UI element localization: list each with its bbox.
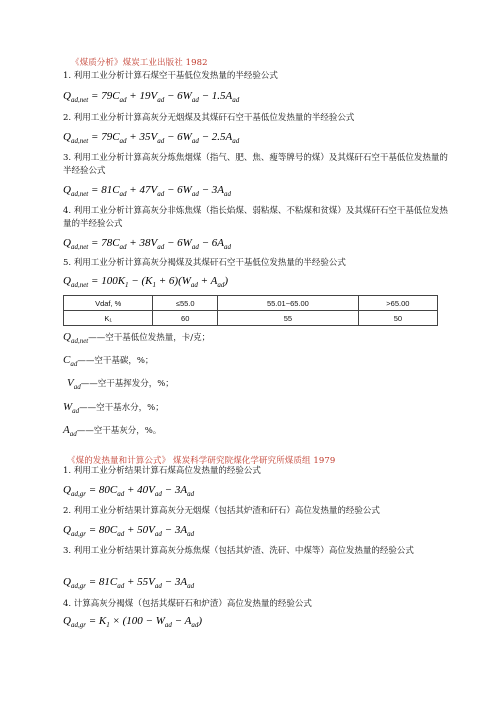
table-cell: 55.01~65.00	[218, 296, 359, 311]
formula-lhs-sub: ad,net	[70, 281, 89, 290]
formula-lhs-sub: ad,gr	[70, 530, 86, 539]
table-cell: >65.00	[358, 296, 437, 311]
question-9: 4. 计算高灰分褐煤（包括其煤矸石和炉渣）高位发热量的经验公式	[63, 599, 312, 609]
formula-lhs: Q	[63, 90, 71, 102]
table-cell: 55	[218, 311, 359, 326]
formula-lhs: Q	[63, 524, 71, 536]
formula-rhs: = $100K_1 - (K_1 + 6)(W_{ad} + A_{ad})$	[88, 275, 229, 290]
formula-lhs-sub: ad,gr	[70, 582, 86, 591]
formula-7	[63, 524, 194, 538]
question-4: 4. 利用工业分析计算高灰分非炼焦煤（指长焰煤、弱粘煤、不粘煤和贫煤）及其煤矸石空干基低位发热量的半经验公式	[63, 206, 448, 229]
question-1: 1. 利用工业分析计算石煤空干基低位发热量的半经验公式	[63, 71, 278, 81]
formula-2	[63, 131, 239, 145]
formula-lhs-sub: ad,gr	[70, 621, 86, 630]
formula-6	[63, 484, 194, 498]
question-7: 2. 利用工业分析结果计算高灰分无烟煤（包括其炉渣和矸石）高位发热量的经验公式	[63, 506, 380, 516]
question-5: 5. 利用工业分析计算高灰分褐煤及其煤矸石空干基低位发热量的半经验公式	[63, 258, 346, 268]
definition-a: $A_{ad}——$空干基灰分，%。	[63, 424, 162, 439]
formula-rhs: = $81C_{ad} + 55V_{ad} - 3A_{ad}$	[85, 576, 195, 591]
table-cell: 50	[358, 311, 437, 326]
formula-lhs-sub: ad,net	[70, 243, 89, 252]
formula-3	[63, 184, 231, 198]
table-cell: Vdaf, %	[64, 296, 153, 311]
source-citation-1: 《煤质分析》煤炭工业出版社 1982	[71, 58, 208, 68]
question-8: 3. 利用工业分析结果计算高灰分炼焦煤（包括其炉渣、洗矸、中煤等）高位发热量的经验公式	[63, 546, 414, 556]
table-cell: ≤55.0	[153, 296, 218, 311]
question-6: 1. 利用工业分析结果计算石煤高位发热量的经验公式	[63, 466, 261, 476]
formula-rhs: = $79C_{ad} + 35V_{ad} - 6W_{ad} - 2.5A_{ad}$	[88, 131, 240, 146]
formula-rhs: = $78C_{ad} + 38V_{ad} - 6W_{ad} - 6A_{ad}$	[88, 237, 231, 252]
source-citation-2: 《煤的发热量和计算公式》 煤炭科学研究院煤化学研究所煤质组 1979	[67, 456, 336, 466]
formula-5	[63, 275, 228, 289]
formula-rhs: = $79C_{ad} + 19V_{ad} - 6W_{ad} - 1.5A_{ad}$	[88, 90, 240, 105]
formula-lhs: Q	[63, 184, 71, 196]
definition-q: $Q_{ad,net}——$空干基低位发热量，卡/克；	[63, 331, 211, 346]
formula-lhs: Q	[63, 131, 71, 143]
formula-8	[63, 576, 194, 590]
formula-rhs: = $81C_{ad} + 47V_{ad} - 6W_{ad} - 3A_{ad}$	[88, 184, 231, 199]
formula-lhs: Q	[63, 484, 71, 496]
question-2: 2. 利用工业分析计算高灰分无烟煤及其煤矸石空干基低位发热量的半经验公式	[63, 113, 355, 123]
definition-c: $C_{ad}——$空干基碳，%；	[63, 354, 154, 369]
formula-lhs-sub: ad,net	[70, 137, 89, 146]
formula-lhs: Q	[63, 237, 71, 249]
table-header-row	[64, 296, 438, 311]
formula-lhs-sub: ad,net	[70, 96, 89, 105]
k1-table	[63, 295, 438, 326]
formula-1	[63, 90, 239, 104]
formula-lhs: Q	[63, 576, 71, 588]
formula-lhs-sub: ad,net	[70, 190, 89, 199]
formula-lhs-sub: ad,gr	[70, 490, 86, 499]
formula-9	[63, 615, 202, 629]
formula-4	[63, 237, 231, 251]
formula-rhs: = $80C_{ad} + 50V_{ad} - 3A_{ad}$	[85, 524, 195, 539]
table-cell: K₁	[64, 311, 153, 326]
definition-w: $W_{ad}——$空干基水分，%；	[63, 401, 164, 416]
formula-lhs: Q	[63, 275, 71, 287]
definition-v: $V_{ad}——$空干基挥发分，%；	[67, 377, 174, 392]
formula-rhs: = $80C_{ad} + 40V_{ad} - 3A_{ad}$	[85, 484, 195, 499]
table-cell: 60	[153, 311, 218, 326]
question-3: 3. 利用工业分析计算高灰分炼焦烟煤（指气、肥、焦、瘦等牌号的煤）及其煤矸石空干基低位发热量的半经验公式	[63, 153, 448, 176]
formula-rhs: = $K_1 \times (100 - W_{ad} - A_{ad})$	[85, 615, 203, 630]
table-row	[64, 311, 438, 326]
formula-lhs: Q	[63, 615, 71, 627]
